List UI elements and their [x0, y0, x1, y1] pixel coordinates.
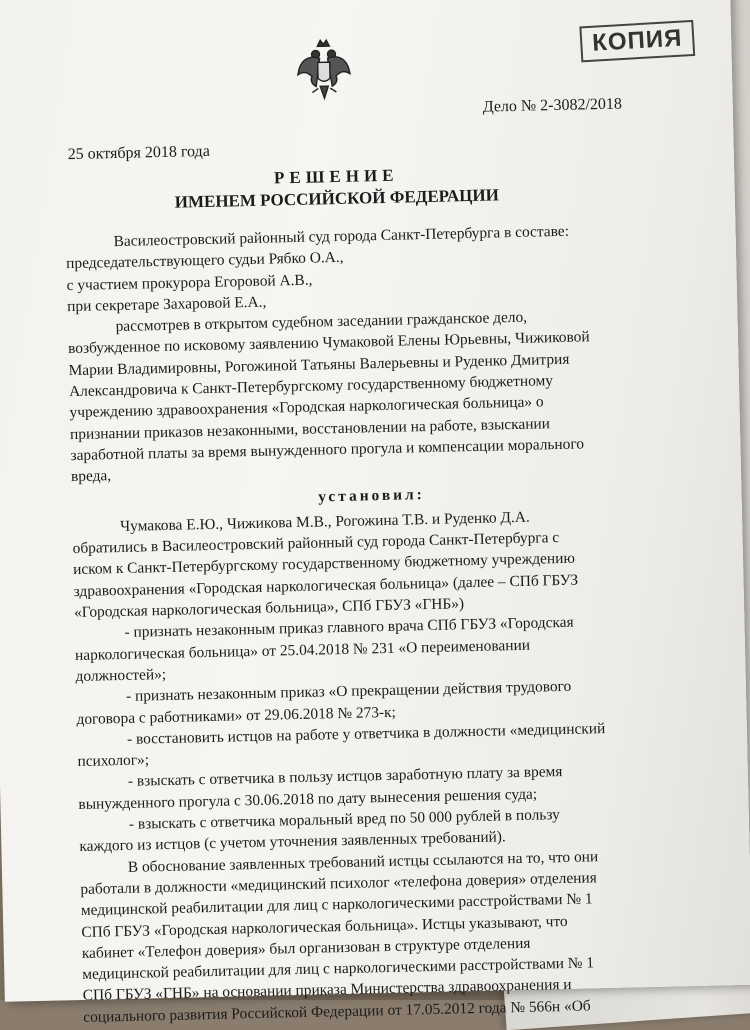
- body-text-line: медицинской реабилитации для лиц с наркологическими расстройствами № 1: [82, 954, 595, 984]
- body-text-line: кабинет «Телефон доверия» был организован в структуре отделения: [81, 934, 531, 962]
- body-text-line: председательствующего судьи Рябко О.А.,: [65, 249, 344, 273]
- body-text-line: социального развития Российской Федерации от 17.05.2012 года № 566н «Об: [83, 997, 591, 1026]
- body-text-line: обратились в Василеостровский районный суд города Санкт-Петербурга с: [72, 529, 560, 558]
- copy-stamp: КОПИЯ: [579, 20, 695, 63]
- body-text-line: учреждению здравоохранения «Городская наркологическая больница» о: [69, 393, 544, 422]
- coat-of-arms-emblem-icon: [293, 36, 354, 103]
- body-text-line: - взыскать с ответчика в пользу истцов заработную плату за время: [127, 763, 563, 791]
- body-text-line: - признать незаконным приказ «О прекращении действия трудового: [125, 678, 572, 706]
- document-content: [53, 15, 713, 1026]
- body-text-line: - восстановить истцов на работе у ответчика в должности «медицинский: [126, 719, 606, 748]
- case-number: Дело № 2-3082/2018: [482, 95, 623, 116]
- body-text-line: В обоснование заявленных требований истцы ссылаются на то, что они: [127, 847, 599, 876]
- body-text-line: каждого из истцов (с учетом уточнения заявленных требований).: [79, 828, 506, 856]
- body-text-line: вреда,: [70, 467, 112, 486]
- body-text-line: наркологическая больница» от 25.04.2018 № 231 «О переименовании: [74, 636, 531, 664]
- body-text-line: заработной платы за время вынужденного прогула и компенсации морального: [70, 435, 585, 465]
- body-text-line: возбужденное по исковому заявлению Чумаковой Елены Юрьевны, Чижиковой: [67, 328, 590, 358]
- body-text-line: договора с работниками» от 29.06.2018 № 273-к;: [76, 703, 397, 728]
- body-text-line: медицинской реабилитации для лиц с наркологическими расстройствами № 1: [80, 890, 593, 920]
- body-text-line: должностей»;: [75, 665, 167, 685]
- body-text-line: - взыскать с ответчика моральный вред по 50 000 рублей в пользу: [128, 806, 561, 833]
- body-text-line: с участием прокурора Егоровой А.В.,: [66, 271, 313, 294]
- body-text-line: - признать незаконным приказ главного врача СПб ГБУЗ «Городская: [124, 614, 574, 642]
- body-text-line: Александровича к Санкт-Петербургскому государственному бюджетному: [68, 372, 554, 401]
- body-text-line: Чумакова Е.Ю., Чижикова М.В., Рогожина Т.В. и Руденко Д.А.: [119, 508, 530, 535]
- body-text-line: психолог»;: [77, 751, 150, 771]
- body-text-line: Марии Владимировны, Рогожиной Татьяны Валерьевны и Руденко Дмитрия: [68, 350, 570, 379]
- body-text-line: при секретаре Захаровой Е.А.,: [66, 293, 267, 316]
- document-body: [65, 219, 683, 1028]
- body-text-line: работали в должности «медицинский психолог «телефона доверия» отделения: [80, 869, 597, 898]
- section-heading: установил:: [318, 485, 426, 506]
- body-text-line: здравоохранения «Городская наркологическая больница» (далее – СПб ГБУЗ: [73, 571, 579, 600]
- body-text-line: рассмотрев в открытом судебном заседании гражданское дело,: [115, 308, 528, 336]
- document-title: РЕШЕНИЕ: [273, 165, 399, 188]
- body-text-line: СПб ГБУЗ «Городская наркологическая больница». Истцы указывают, что: [81, 912, 568, 941]
- body-text-line: Василеостровский районный суд города Санкт-Петербурга в составе:: [113, 222, 570, 251]
- body-text-line: признании приказов незаконными, восстановлении на работе, взыскании: [69, 414, 551, 443]
- decision-date: 25 октября 2018 года: [67, 142, 211, 164]
- body-text-line: иском к Санкт-Петербургскому государственному бюджетному учреждению: [72, 550, 576, 579]
- body-text-line: «Городская наркологическая больница», СПб ГБУЗ «ГНБ»): [73, 595, 465, 622]
- body-text-line: вынужденного прогула с 30.06.2018 по дату вынесения решения суда;: [78, 785, 538, 813]
- document-subtitle: ИМЕНЕМ РОССИЙСКОЙ ФЕДЕРАЦИИ: [174, 185, 500, 212]
- body-text-line: СПб ГБУЗ «ГНБ» на основании приказа Министерства здравоохранения и: [82, 976, 572, 1005]
